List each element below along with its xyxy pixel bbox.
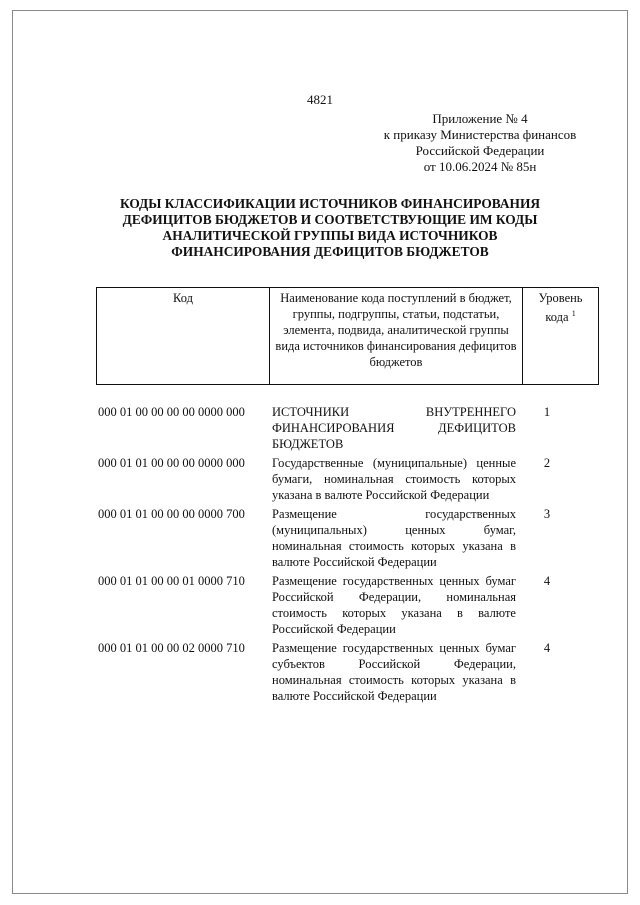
header-name: Наименование кода поступлений в бюджет, группы, подгруппы, статьи, подстатьи, элемента, подвида, аналитической группы вида источников финансирования дефицитов бюджетов: [270, 288, 523, 385]
header-code: Код: [97, 288, 270, 385]
table-row: [98, 506, 578, 570]
row-name: Размещение государственных ценных бумаг субъектов Российской Федерации, номинальная стоимость которых указана в валюте Российской Федерации: [272, 641, 516, 703]
row-level: 4: [543, 641, 551, 655]
title-line: ФИНАНСИРОВАНИЯ ДЕФИЦИТОВ БЮДЖЕТОВ: [171, 244, 489, 259]
row-level: 2: [543, 456, 551, 470]
title-line: АНАЛИТИЧЕСКОЙ ГРУППЫ ВИДА ИСТОЧНИКОВ: [162, 228, 498, 243]
table-header: [96, 287, 599, 385]
row-code: 000 01 01 00 00 00 0000 700: [98, 507, 245, 521]
row-name: ИСТОЧНИКИ ВНУТРЕННЕГО ФИНАНСИРОВАНИЯ ДЕФИЦИТОВ БЮДЖЕТОВ: [272, 405, 516, 451]
row-level: 1: [543, 405, 551, 419]
appendix-line: Приложение № 4: [432, 111, 528, 126]
title-line: ДЕФИЦИТОВ БЮДЖЕТОВ И СООТВЕТСТВУЮЩИЕ ИМ КОДЫ: [122, 212, 538, 227]
row-name: Размещение государственных (муниципальных) ценных бумаг, номинальная стоимость которых указана в валюте Российской Федерации: [272, 507, 516, 569]
row-name: Размещение государственных ценных бумаг Российской Федерации, номинальная стоимость которых указана в валюте Российской Федерации: [272, 574, 516, 636]
table-row: [98, 455, 578, 503]
classification-rows: [98, 404, 578, 707]
footnote-marker: 1: [571, 309, 576, 318]
row-code: 000 01 00 00 00 00 0000 000: [98, 405, 245, 419]
row-level: 4: [543, 574, 551, 588]
header-level-label: Уровень кода: [538, 291, 583, 325]
table-row: [98, 573, 578, 637]
title-line: КОДЫ КЛАССИФИКАЦИИ ИСТОЧНИКОВ ФИНАНСИРОВАНИЯ: [119, 196, 541, 211]
row-level: 3: [543, 507, 551, 521]
row-code: 000 01 01 00 00 01 0000 710: [98, 574, 245, 588]
header-level: [523, 288, 599, 385]
appendix-line: от 10.06.2024 № 85н: [423, 159, 537, 174]
row-name: Государственные (муниципальные) ценные бумаги, номинальная стоимость которых указана в валюте Российской Федерации: [272, 456, 516, 502]
row-code: 000 01 01 00 00 02 0000 710: [98, 641, 245, 655]
table-row: [98, 640, 578, 704]
row-code: 000 01 01 00 00 00 0000 000: [98, 456, 245, 470]
document-title: [80, 196, 580, 260]
appendix-line: к приказу Министерства финансов: [383, 127, 577, 142]
table-row: [98, 404, 578, 452]
page-number: 4821: [307, 92, 333, 107]
appendix-line: Российской Федерации: [415, 143, 545, 158]
appendix-block: [360, 111, 600, 175]
